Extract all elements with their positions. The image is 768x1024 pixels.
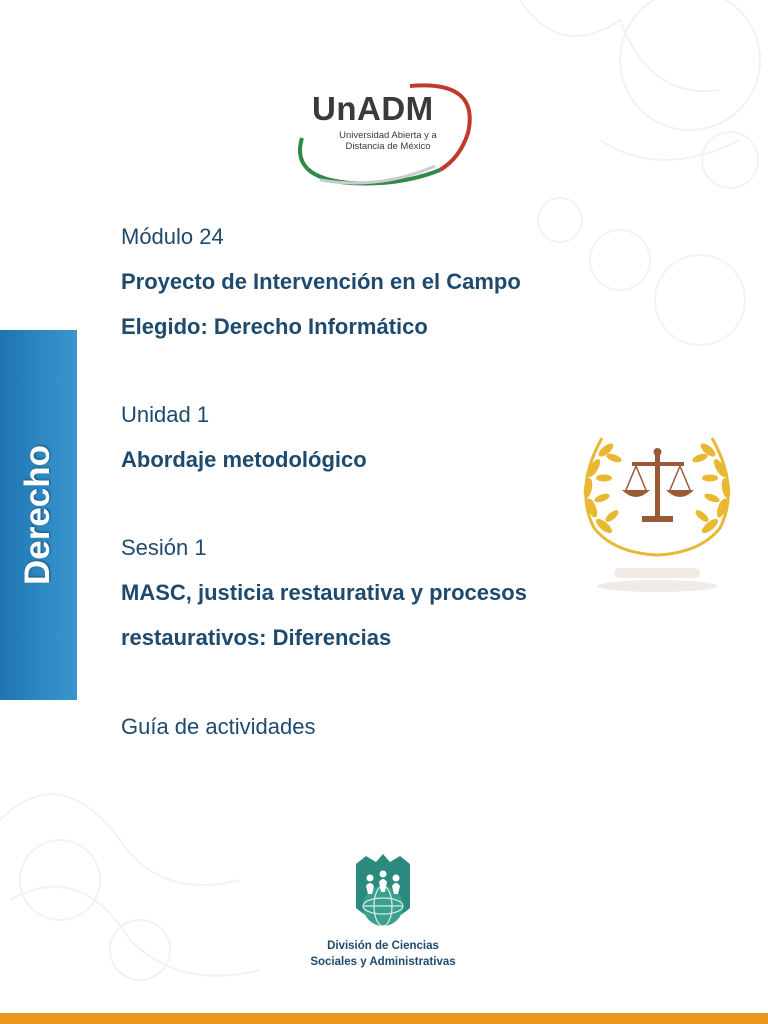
logo-name: UnADM	[312, 90, 434, 127]
logo-subtitle-line1: Universidad Abierta y a	[339, 130, 437, 141]
logo-subtitle	[323, 130, 453, 152]
module-title-line1: Proyecto de Intervención en el Campo	[121, 269, 521, 294]
division-name-line1: División de Ciencias	[327, 940, 439, 952]
session-title-line1: MASC, justicia restaurativa y procesos	[121, 580, 527, 605]
division-name	[283, 938, 483, 970]
logo-subtitle-line2: Distancia de México	[345, 141, 431, 152]
session-label: Sesión 1	[121, 535, 207, 560]
division-logo-icon	[348, 852, 418, 934]
justice-scale-emblem-icon	[574, 428, 740, 608]
session-title-line2: restaurativos: Diferencias	[121, 625, 392, 650]
division-name-line2: Sociales y Administrativas	[310, 956, 456, 968]
guide-label: Guía de actividades	[121, 714, 316, 739]
bottom-bar	[0, 1013, 768, 1024]
unadm-logo	[290, 78, 480, 188]
module-title-line2: Elegido: Derecho Informático	[121, 314, 428, 339]
unit-title: Abordaje metodológico	[121, 447, 367, 472]
module-label: Módulo 24	[121, 224, 224, 249]
side-tab-label: Derecho	[18, 444, 57, 586]
side-tab	[0, 330, 77, 700]
unit-label: Unidad 1	[121, 402, 210, 427]
